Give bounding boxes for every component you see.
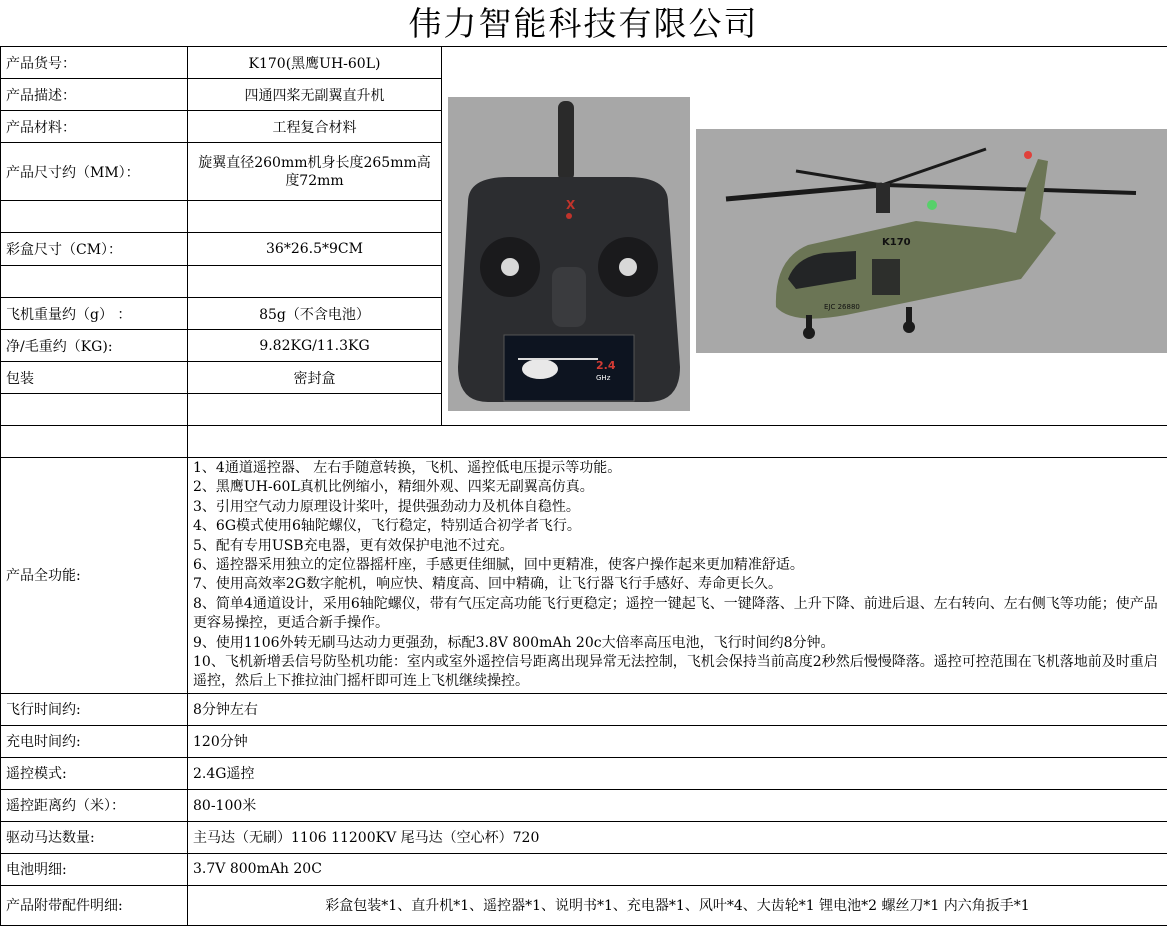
feature-item: 2、黑鹰UH-60L真机比例缩小，精细外观、四桨无副翼高仿真。 (193, 478, 1162, 497)
detail-label: 产品附带配件明细: (1, 885, 188, 925)
spec-label: 净/毛重约（KG): (1, 330, 188, 362)
spec-row (1, 47, 1167, 79)
spec-label: 产品货号： (1, 47, 188, 79)
spec-label (1, 266, 188, 298)
spec-label: 彩盒尺寸（CM）： (1, 233, 188, 266)
features-cell (188, 458, 1167, 694)
company-title: 伟力智能科技有限公司 (0, 0, 1167, 46)
detail-row (1, 757, 1167, 789)
spec-value: 9.82KG/11.3KG (188, 330, 442, 362)
transmitter-image (448, 97, 690, 411)
detail-row (1, 789, 1167, 821)
detail-value: 3.7V 800mAh 20C (188, 853, 1167, 885)
detail-row (1, 853, 1167, 885)
feature-item: 5、配有专用USB充电器，更有效保护电池不过充。 (193, 537, 1162, 556)
detail-value: 彩盒包装*1、直升机*1、遥控器*1、说明书*1、充电器*1、风叶*4、大齿轮*1 锂电池*2 螺丝刀*1 内六角扳手*1 (188, 885, 1167, 925)
detail-row (1, 821, 1167, 853)
spec-label: 产品尺寸约（MM）： (1, 143, 188, 201)
detail-row (1, 693, 1167, 725)
spec-sheet-table (0, 46, 1167, 926)
spec-label: 产品描述： (1, 79, 188, 111)
spec-label: 包装 (1, 362, 188, 394)
spec-value: K170(黑鹰UH-60L) (188, 47, 442, 79)
spec-value: 85g（不含电池） (188, 298, 442, 330)
spec-label: 飞机重量约（g） ： (1, 298, 188, 330)
detail-row (1, 885, 1167, 925)
band-unit-text: GHz (596, 374, 611, 382)
spec-value (188, 266, 442, 298)
blank-value-cell (188, 426, 1167, 458)
transmitter-logo: X (566, 198, 576, 212)
feature-item: 1、4通道遥控器、 左右手随意转换，飞机、遥控低电压提示等功能。 (193, 459, 1162, 478)
detail-value: 120分钟 (188, 725, 1167, 757)
feature-item: 3、引用空气动力原理设计桨叶，提供强劲动力及机体自稳性。 (193, 498, 1162, 517)
feature-item: 9、使用1106外转无刷马达动力更强劲，标配3.8V 800mAh 20c大倍率高压电池，飞行时间约8分钟。 (193, 634, 1162, 653)
band-text: 2.4 (596, 359, 616, 372)
features-label: 产品全功能: (1, 458, 188, 694)
features-row (1, 458, 1167, 694)
feature-item: 7、使用高效率2G数字舵机，响应快、精度高、回中精确，让飞行器飞行手感好、寿命更长久。 (193, 575, 1162, 594)
helicopter-model-text: K170 (882, 237, 911, 248)
spec-value (188, 201, 442, 233)
spec-value: 密封盒 (188, 362, 442, 394)
spec-value: 四通四桨无副翼直升机 (188, 79, 442, 111)
detail-label: 充电时间约: (1, 725, 188, 757)
helicopter-tail-code: EJC 26880 (824, 303, 860, 311)
feature-item: 4、6G模式使用6轴陀螺仪，飞行稳定，特别适合初学者飞行。 (193, 517, 1162, 536)
blank-row (1, 426, 1167, 458)
features-list (193, 458, 1162, 693)
blank-label-cell (1, 426, 188, 458)
detail-value: 8分钟左右 (188, 693, 1167, 725)
spec-label (1, 394, 188, 426)
feature-item: 6、遥控器采用独立的定位器摇杆座，手感更佳细腻，回中更精准，使客户操作起来更加精准舒适。 (193, 556, 1162, 575)
detail-label: 飞行时间约: (1, 693, 188, 725)
detail-label: 驱动马达数量: (1, 821, 188, 853)
detail-label: 电池明细: (1, 853, 188, 885)
detail-value: 2.4G遥控 (188, 757, 1167, 789)
detail-label: 遥控距离约（米）： (1, 789, 188, 821)
detail-row (1, 725, 1167, 757)
spec-value: 工程复合材料 (188, 111, 442, 143)
spec-value: 旋翼直径260mm机身长度265mm高度72mm (188, 143, 442, 201)
spec-label: 产品材料： (1, 111, 188, 143)
helicopter-image (696, 129, 1167, 353)
detail-value: 80-100米 (188, 789, 1167, 821)
spec-label (1, 201, 188, 233)
product-photos (442, 47, 1167, 426)
spec-value (188, 394, 442, 426)
detail-value: 主马达（无刷）1106 11200KV 尾马达（空心杯）720 (188, 821, 1167, 853)
feature-item: 8、简单4通道设计，采用6轴陀螺仪，带有气压定高功能飞行更稳定；遥控一键起飞、一键降落、上升下降、前进后退、左右转向、左右侧飞等功能；使产品更容易操控，更适合新手操作。 (193, 595, 1162, 634)
detail-label: 遥控模式: (1, 757, 188, 789)
feature-item: 10、飞机新增丢信号防坠机功能：室内或室外遥控信号距离出现异常无法控制，飞机会保持当前高度2秒然后慢慢降落。遥控可控范围在飞机落地前及时重启遥控，然后上下推拉油门摇杆即可连上飞机继续操控。 (193, 653, 1162, 692)
spec-value: 36*26.5*9CM (188, 233, 442, 266)
